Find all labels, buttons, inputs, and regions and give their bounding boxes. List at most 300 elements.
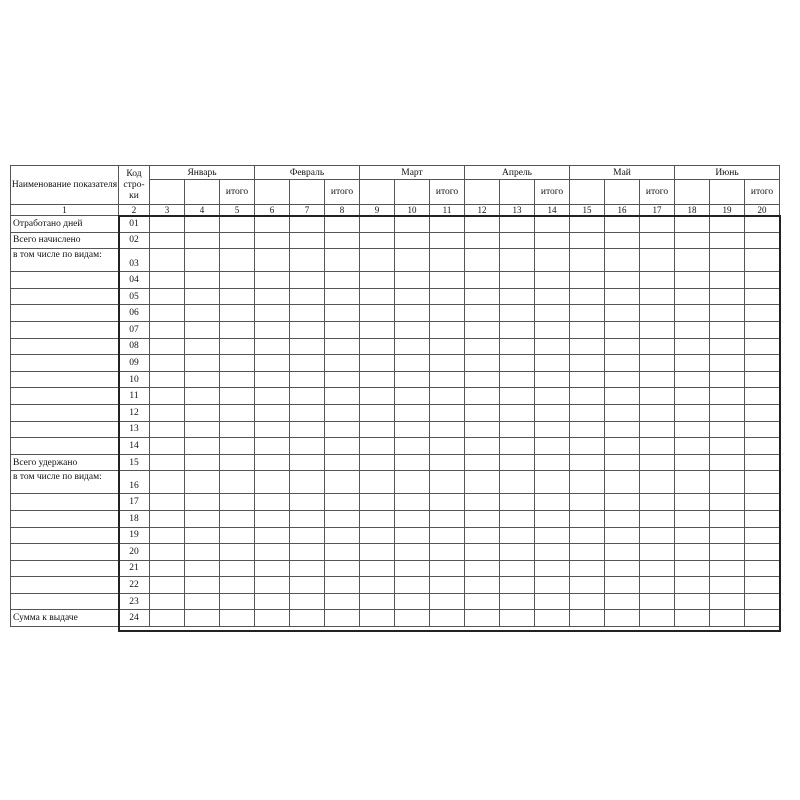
data-cell[interactable] — [745, 321, 780, 338]
data-cell[interactable] — [185, 454, 220, 471]
data-cell[interactable] — [430, 610, 465, 627]
data-cell[interactable] — [290, 560, 325, 577]
data-cell[interactable] — [185, 421, 220, 438]
data-cell[interactable] — [710, 510, 745, 527]
data-cell[interactable] — [745, 438, 780, 455]
data-cell[interactable] — [500, 610, 535, 627]
data-cell[interactable] — [255, 421, 290, 438]
data-cell[interactable] — [290, 454, 325, 471]
data-cell[interactable] — [290, 438, 325, 455]
data-cell[interactable] — [185, 371, 220, 388]
data-cell[interactable] — [535, 494, 570, 511]
data-cell[interactable] — [395, 471, 430, 494]
data-cell[interactable] — [290, 527, 325, 544]
data-cell[interactable] — [290, 494, 325, 511]
data-cell[interactable] — [465, 510, 500, 527]
data-cell[interactable] — [535, 388, 570, 405]
data-cell[interactable] — [500, 454, 535, 471]
data-cell[interactable] — [150, 321, 185, 338]
data-cell[interactable] — [290, 421, 325, 438]
data-cell[interactable] — [745, 388, 780, 405]
data-cell[interactable] — [395, 321, 430, 338]
data-cell[interactable] — [150, 438, 185, 455]
data-cell[interactable] — [640, 305, 675, 322]
data-cell[interactable] — [500, 510, 535, 527]
data-cell[interactable] — [675, 510, 710, 527]
data-cell[interactable] — [710, 305, 745, 322]
data-cell[interactable] — [150, 593, 185, 610]
data-cell[interactable] — [500, 560, 535, 577]
data-cell[interactable] — [185, 494, 220, 511]
data-cell[interactable] — [535, 288, 570, 305]
data-cell[interactable] — [745, 593, 780, 610]
data-cell[interactable] — [640, 438, 675, 455]
data-cell[interactable] — [220, 610, 255, 627]
data-cell[interactable] — [640, 232, 675, 249]
data-cell[interactable] — [570, 321, 605, 338]
data-cell[interactable] — [535, 216, 570, 233]
data-cell[interactable] — [360, 272, 395, 289]
data-cell[interactable] — [395, 216, 430, 233]
data-cell[interactable] — [570, 454, 605, 471]
data-cell[interactable] — [500, 355, 535, 372]
data-cell[interactable] — [710, 249, 745, 272]
data-cell[interactable] — [640, 560, 675, 577]
data-cell[interactable] — [150, 338, 185, 355]
data-cell[interactable] — [325, 454, 360, 471]
data-cell[interactable] — [430, 560, 465, 577]
data-cell[interactable] — [605, 593, 640, 610]
data-cell[interactable] — [605, 471, 640, 494]
data-cell[interactable] — [675, 388, 710, 405]
data-cell[interactable] — [500, 216, 535, 233]
data-cell[interactable] — [570, 388, 605, 405]
data-cell[interactable] — [570, 421, 605, 438]
data-cell[interactable] — [290, 471, 325, 494]
data-cell[interactable] — [220, 421, 255, 438]
data-cell[interactable] — [640, 471, 675, 494]
data-cell[interactable] — [220, 388, 255, 405]
data-cell[interactable] — [185, 438, 220, 455]
data-cell[interactable] — [290, 272, 325, 289]
data-cell[interactable] — [675, 249, 710, 272]
data-cell[interactable] — [290, 593, 325, 610]
data-cell[interactable] — [745, 527, 780, 544]
data-cell[interactable] — [745, 454, 780, 471]
data-cell[interactable] — [290, 404, 325, 421]
data-cell[interactable] — [710, 321, 745, 338]
data-cell[interactable] — [185, 388, 220, 405]
data-cell[interactable] — [255, 527, 290, 544]
data-cell[interactable] — [255, 232, 290, 249]
data-cell[interactable] — [220, 454, 255, 471]
data-cell[interactable] — [535, 404, 570, 421]
data-cell[interactable] — [710, 577, 745, 594]
data-cell[interactable] — [640, 510, 675, 527]
data-cell[interactable] — [745, 249, 780, 272]
data-cell[interactable] — [290, 510, 325, 527]
data-cell[interactable] — [675, 494, 710, 511]
data-cell[interactable] — [465, 249, 500, 272]
data-cell[interactable] — [535, 471, 570, 494]
data-cell[interactable] — [535, 610, 570, 627]
data-cell[interactable] — [605, 388, 640, 405]
data-cell[interactable] — [220, 471, 255, 494]
data-cell[interactable] — [710, 355, 745, 372]
data-cell[interactable] — [430, 338, 465, 355]
data-cell[interactable] — [360, 404, 395, 421]
data-cell[interactable] — [745, 471, 780, 494]
data-cell[interactable] — [255, 338, 290, 355]
data-cell[interactable] — [360, 355, 395, 372]
data-cell[interactable] — [395, 249, 430, 272]
data-cell[interactable] — [430, 454, 465, 471]
data-cell[interactable] — [220, 305, 255, 322]
data-cell[interactable] — [430, 494, 465, 511]
data-cell[interactable] — [360, 471, 395, 494]
data-cell[interactable] — [570, 338, 605, 355]
data-cell[interactable] — [710, 610, 745, 627]
data-cell[interactable] — [710, 560, 745, 577]
data-cell[interactable] — [570, 593, 605, 610]
data-cell[interactable] — [150, 305, 185, 322]
data-cell[interactable] — [710, 338, 745, 355]
data-cell[interactable] — [290, 321, 325, 338]
data-cell[interactable] — [605, 288, 640, 305]
data-cell[interactable] — [605, 272, 640, 289]
data-cell[interactable] — [255, 272, 290, 289]
data-cell[interactable] — [570, 438, 605, 455]
data-cell[interactable] — [640, 388, 675, 405]
data-cell[interactable] — [255, 321, 290, 338]
data-cell[interactable] — [605, 438, 640, 455]
data-cell[interactable] — [675, 355, 710, 372]
data-cell[interactable] — [360, 577, 395, 594]
data-cell[interactable] — [255, 471, 290, 494]
data-cell[interactable] — [290, 232, 325, 249]
data-cell[interactable] — [325, 510, 360, 527]
data-cell[interactable] — [360, 421, 395, 438]
data-cell[interactable] — [535, 355, 570, 372]
data-cell[interactable] — [430, 216, 465, 233]
data-cell[interactable] — [745, 510, 780, 527]
data-cell[interactable] — [395, 544, 430, 561]
data-cell[interactable] — [535, 249, 570, 272]
data-cell[interactable] — [605, 560, 640, 577]
data-cell[interactable] — [675, 371, 710, 388]
data-cell[interactable] — [290, 355, 325, 372]
data-cell[interactable] — [150, 471, 185, 494]
data-cell[interactable] — [395, 404, 430, 421]
data-cell[interactable] — [500, 544, 535, 561]
data-cell[interactable] — [360, 321, 395, 338]
data-cell[interactable] — [255, 305, 290, 322]
data-cell[interactable] — [430, 232, 465, 249]
data-cell[interactable] — [745, 577, 780, 594]
data-cell[interactable] — [360, 560, 395, 577]
data-cell[interactable] — [185, 288, 220, 305]
data-cell[interactable] — [290, 610, 325, 627]
data-cell[interactable] — [185, 404, 220, 421]
data-cell[interactable] — [535, 527, 570, 544]
data-cell[interactable] — [570, 305, 605, 322]
data-cell[interactable] — [395, 610, 430, 627]
data-cell[interactable] — [325, 544, 360, 561]
data-cell[interactable] — [395, 355, 430, 372]
data-cell[interactable] — [500, 404, 535, 421]
data-cell[interactable] — [255, 610, 290, 627]
data-cell[interactable] — [150, 454, 185, 471]
data-cell[interactable] — [710, 527, 745, 544]
data-cell[interactable] — [430, 421, 465, 438]
data-cell[interactable] — [150, 494, 185, 511]
data-cell[interactable] — [220, 249, 255, 272]
data-cell[interactable] — [255, 388, 290, 405]
data-cell[interactable] — [745, 560, 780, 577]
data-cell[interactable] — [325, 438, 360, 455]
data-cell[interactable] — [290, 216, 325, 233]
data-cell[interactable] — [640, 454, 675, 471]
data-cell[interactable] — [360, 371, 395, 388]
data-cell[interactable] — [220, 404, 255, 421]
data-cell[interactable] — [220, 321, 255, 338]
data-cell[interactable] — [325, 577, 360, 594]
data-cell[interactable] — [465, 577, 500, 594]
data-cell[interactable] — [570, 355, 605, 372]
data-cell[interactable] — [325, 321, 360, 338]
data-cell[interactable] — [465, 421, 500, 438]
data-cell[interactable] — [675, 216, 710, 233]
data-cell[interactable] — [185, 216, 220, 233]
data-cell[interactable] — [745, 421, 780, 438]
data-cell[interactable] — [360, 438, 395, 455]
data-cell[interactable] — [325, 404, 360, 421]
data-cell[interactable] — [570, 232, 605, 249]
data-cell[interactable] — [675, 544, 710, 561]
data-cell[interactable] — [395, 438, 430, 455]
data-cell[interactable] — [605, 494, 640, 511]
data-cell[interactable] — [675, 232, 710, 249]
data-cell[interactable] — [710, 544, 745, 561]
data-cell[interactable] — [430, 510, 465, 527]
data-cell[interactable] — [745, 355, 780, 372]
data-cell[interactable] — [290, 305, 325, 322]
data-cell[interactable] — [640, 272, 675, 289]
data-cell[interactable] — [745, 272, 780, 289]
data-cell[interactable] — [640, 321, 675, 338]
data-cell[interactable] — [360, 527, 395, 544]
data-cell[interactable] — [745, 544, 780, 561]
data-cell[interactable] — [745, 338, 780, 355]
data-cell[interactable] — [745, 305, 780, 322]
data-cell[interactable] — [605, 527, 640, 544]
data-cell[interactable] — [500, 527, 535, 544]
data-cell[interactable] — [535, 305, 570, 322]
data-cell[interactable] — [360, 249, 395, 272]
data-cell[interactable] — [640, 216, 675, 233]
data-cell[interactable] — [465, 560, 500, 577]
data-cell[interactable] — [640, 494, 675, 511]
data-cell[interactable] — [395, 577, 430, 594]
data-cell[interactable] — [675, 421, 710, 438]
data-cell[interactable] — [570, 216, 605, 233]
data-cell[interactable] — [150, 560, 185, 577]
data-cell[interactable] — [395, 510, 430, 527]
data-cell[interactable] — [710, 232, 745, 249]
data-cell[interactable] — [185, 527, 220, 544]
data-cell[interactable] — [640, 371, 675, 388]
data-cell[interactable] — [185, 272, 220, 289]
data-cell[interactable] — [325, 560, 360, 577]
data-cell[interactable] — [500, 232, 535, 249]
data-cell[interactable] — [535, 371, 570, 388]
data-cell[interactable] — [360, 288, 395, 305]
data-cell[interactable] — [255, 371, 290, 388]
data-cell[interactable] — [220, 232, 255, 249]
data-cell[interactable] — [605, 216, 640, 233]
data-cell[interactable] — [255, 216, 290, 233]
data-cell[interactable] — [500, 249, 535, 272]
data-cell[interactable] — [465, 355, 500, 372]
data-cell[interactable] — [150, 510, 185, 527]
data-cell[interactable] — [605, 338, 640, 355]
data-cell[interactable] — [500, 388, 535, 405]
data-cell[interactable] — [605, 305, 640, 322]
data-cell[interactable] — [535, 510, 570, 527]
data-cell[interactable] — [675, 288, 710, 305]
data-cell[interactable] — [360, 232, 395, 249]
data-cell[interactable] — [465, 404, 500, 421]
data-cell[interactable] — [430, 355, 465, 372]
data-cell[interactable] — [290, 288, 325, 305]
data-cell[interactable] — [675, 577, 710, 594]
data-cell[interactable] — [535, 321, 570, 338]
data-cell[interactable] — [150, 527, 185, 544]
data-cell[interactable] — [220, 355, 255, 372]
data-cell[interactable] — [325, 249, 360, 272]
data-cell[interactable] — [500, 305, 535, 322]
data-cell[interactable] — [325, 471, 360, 494]
data-cell[interactable] — [220, 593, 255, 610]
data-cell[interactable] — [675, 560, 710, 577]
data-cell[interactable] — [220, 272, 255, 289]
data-cell[interactable] — [185, 232, 220, 249]
data-cell[interactable] — [430, 288, 465, 305]
data-cell[interactable] — [150, 355, 185, 372]
data-cell[interactable] — [465, 610, 500, 627]
data-cell[interactable] — [395, 560, 430, 577]
data-cell[interactable] — [465, 338, 500, 355]
data-cell[interactable] — [500, 421, 535, 438]
data-cell[interactable] — [500, 593, 535, 610]
data-cell[interactable] — [325, 338, 360, 355]
data-cell[interactable] — [675, 527, 710, 544]
data-cell[interactable] — [675, 593, 710, 610]
data-cell[interactable] — [185, 321, 220, 338]
data-cell[interactable] — [500, 371, 535, 388]
data-cell[interactable] — [675, 471, 710, 494]
data-cell[interactable] — [395, 454, 430, 471]
data-cell[interactable] — [185, 610, 220, 627]
data-cell[interactable] — [395, 371, 430, 388]
data-cell[interactable] — [220, 438, 255, 455]
data-cell[interactable] — [605, 454, 640, 471]
data-cell[interactable] — [290, 371, 325, 388]
data-cell[interactable] — [325, 288, 360, 305]
data-cell[interactable] — [605, 404, 640, 421]
data-cell[interactable] — [640, 610, 675, 627]
data-cell[interactable] — [465, 232, 500, 249]
data-cell[interactable] — [500, 321, 535, 338]
data-cell[interactable] — [360, 454, 395, 471]
data-cell[interactable] — [430, 438, 465, 455]
data-cell[interactable] — [605, 371, 640, 388]
data-cell[interactable] — [255, 510, 290, 527]
data-cell[interactable] — [710, 421, 745, 438]
data-cell[interactable] — [185, 355, 220, 372]
data-cell[interactable] — [710, 272, 745, 289]
data-cell[interactable] — [395, 232, 430, 249]
data-cell[interactable] — [360, 216, 395, 233]
data-cell[interactable] — [500, 471, 535, 494]
data-cell[interactable] — [220, 288, 255, 305]
data-cell[interactable] — [255, 560, 290, 577]
data-cell[interactable] — [745, 404, 780, 421]
data-cell[interactable] — [360, 510, 395, 527]
data-cell[interactable] — [570, 610, 605, 627]
data-cell[interactable] — [185, 510, 220, 527]
data-cell[interactable] — [360, 388, 395, 405]
data-cell[interactable] — [640, 527, 675, 544]
data-cell[interactable] — [500, 288, 535, 305]
data-cell[interactable] — [290, 388, 325, 405]
data-cell[interactable] — [675, 272, 710, 289]
data-cell[interactable] — [570, 272, 605, 289]
data-cell[interactable] — [220, 577, 255, 594]
data-cell[interactable] — [430, 305, 465, 322]
data-cell[interactable] — [500, 272, 535, 289]
data-cell[interactable] — [325, 527, 360, 544]
data-cell[interactable] — [745, 494, 780, 511]
data-cell[interactable] — [325, 610, 360, 627]
data-cell[interactable] — [430, 471, 465, 494]
data-cell[interactable] — [150, 544, 185, 561]
data-cell[interactable] — [430, 388, 465, 405]
data-cell[interactable] — [500, 438, 535, 455]
data-cell[interactable] — [255, 438, 290, 455]
data-cell[interactable] — [605, 249, 640, 272]
data-cell[interactable] — [465, 388, 500, 405]
data-cell[interactable] — [325, 388, 360, 405]
data-cell[interactable] — [570, 404, 605, 421]
data-cell[interactable] — [535, 593, 570, 610]
data-cell[interactable] — [325, 232, 360, 249]
data-cell[interactable] — [710, 494, 745, 511]
data-cell[interactable] — [570, 288, 605, 305]
data-cell[interactable] — [465, 544, 500, 561]
data-cell[interactable] — [640, 288, 675, 305]
data-cell[interactable] — [675, 438, 710, 455]
data-cell[interactable] — [255, 454, 290, 471]
data-cell[interactable] — [290, 249, 325, 272]
data-cell[interactable] — [325, 355, 360, 372]
data-cell[interactable] — [465, 454, 500, 471]
data-cell[interactable] — [220, 338, 255, 355]
data-cell[interactable] — [640, 421, 675, 438]
data-cell[interactable] — [570, 544, 605, 561]
data-cell[interactable] — [150, 610, 185, 627]
data-cell[interactable] — [395, 272, 430, 289]
